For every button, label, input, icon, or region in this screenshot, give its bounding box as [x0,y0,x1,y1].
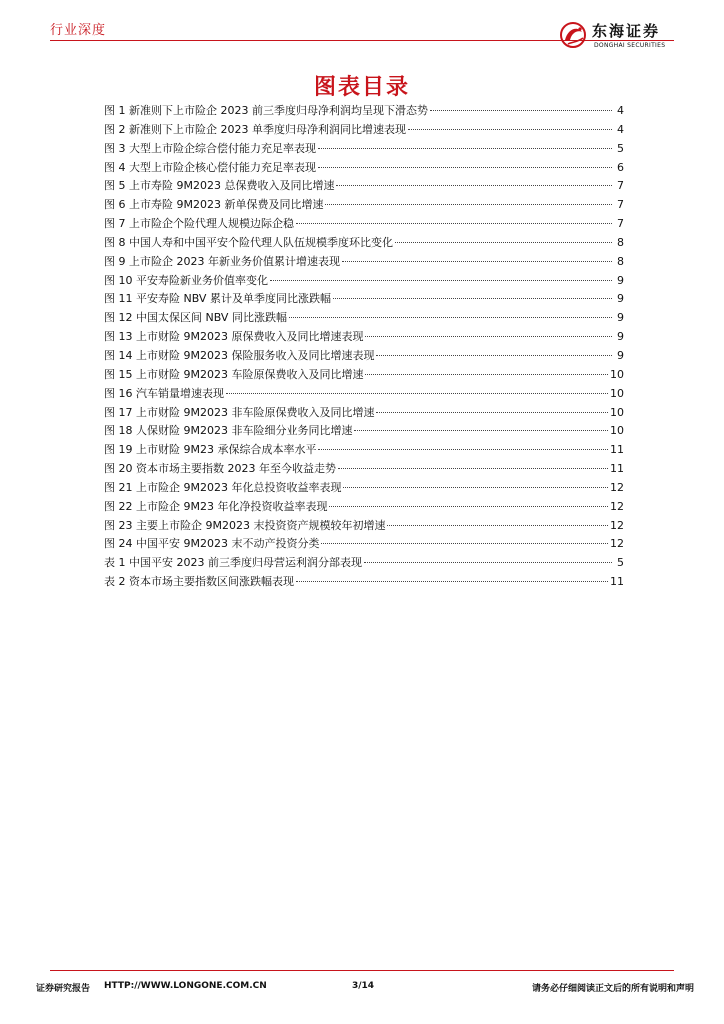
figure-entry-page-number: 7 [617,217,624,231]
figure-entry[interactable] [104,121,624,140]
figure-entry[interactable] [104,422,624,441]
figure-entry[interactable] [104,215,624,234]
dot-leader [395,242,612,243]
dot-leader [289,317,612,318]
dot-leader [376,355,612,356]
figure-entry-page-number: 9 [617,311,624,325]
dot-leader [354,430,608,431]
dot-leader [321,543,608,544]
figure-entry-page-number: 12 [610,518,624,532]
footer-page-number: 3/14 [352,981,375,991]
figure-entry[interactable] [104,328,624,347]
figure-entry-label: 图 3 大型上市险企综合偿付能力充足率表现 [104,141,316,155]
figure-entry-page-number: 10 [610,367,624,381]
figure-entry[interactable] [104,272,624,291]
figure-entry-page-number: 9 [617,348,624,362]
logo-chinese-name: 东海证券 [592,22,661,40]
figure-entry-label: 图 21 上市险企 9M2023 年化总投资收益率表现 [104,480,342,494]
figure-list [104,102,624,554]
figure-entry-label: 图 12 中国太保区间 NBV 同比涨跌幅 [104,311,287,325]
figure-entry-page-number: 5 [617,141,624,155]
figure-entry-label: 图 13 上市财险 9M2023 原保费收入及同比增速表现 [104,330,364,344]
figure-entry-label: 图 7 上市险企个险代理人规模边际企稳 [104,217,294,231]
table-entry-label: 表 2 资本市场主要指数区间涨跌幅表现 [104,574,294,588]
figure-entry-page-number: 11 [610,462,624,476]
figure-entry[interactable] [104,196,624,215]
table-entry-page-number: 11 [610,574,624,588]
footer-report-type: 证券研究报告 [36,984,91,994]
page-title: 图表目录 [313,75,410,100]
figure-entry-page-number: 9 [617,292,624,306]
figure-entry-page-number: 10 [610,386,624,400]
figure-entry-label: 图 1 新准则下上市险企 2023 前三季度归母净利润均呈现下滑态势 [104,104,428,117]
figure-entry[interactable] [104,479,624,498]
table-entry[interactable] [104,573,624,592]
dot-leader [343,487,608,488]
dot-leader [387,525,608,526]
dot-leader [296,581,608,582]
figure-entry[interactable] [104,253,624,272]
figure-entry-label: 图 14 上市财险 9M2023 保险服务收入及同比增速表现 [104,348,375,362]
dot-leader [318,449,608,450]
figure-entry-page-number: 8 [617,254,624,268]
figure-entry-page-number: 12 [610,480,624,494]
figure-entry-page-number: 12 [610,499,624,513]
figure-entry-label: 图 18 人保财险 9M2023 非车险细分业务同比增速 [104,424,353,438]
figure-entry-label: 图 6 上市寿险 9M2023 新单保费及同比增速 [104,198,324,212]
figure-entry-label: 图 19 上市财险 9M23 承保综合成本率水平 [104,443,317,457]
figure-entry-label: 图 5 上市寿险 9M2023 总保费收入及同比增速 [104,179,335,193]
dot-leader [296,223,612,224]
figure-entry-label: 图 15 上市财险 9M2023 车险原保费收入及同比增速 [104,367,364,381]
figure-entry-page-number: 6 [617,160,624,174]
figure-entry[interactable] [104,290,624,309]
figure-entry[interactable] [104,460,624,479]
figure-entry-label: 图 11 平安寿险 NBV 累计及单季度同比涨跌幅 [104,292,331,306]
dot-leader [336,185,612,186]
figure-entry-label: 图 24 中国平安 9M2023 末不动产投资分类 [104,537,320,551]
figure-entry[interactable] [104,102,624,121]
dragon-logo-icon [556,18,590,52]
figure-entry-page-number: 8 [617,235,624,249]
figure-entry-label: 图 10 平安寿险新业务价值率变化 [104,273,268,287]
figure-entry[interactable] [104,366,624,385]
figure-entry[interactable] [104,309,624,328]
figure-entry[interactable] [104,385,624,404]
figure-entry-page-number: 10 [610,424,624,438]
figure-entry[interactable] [104,498,624,517]
table-entry-page-number: 5 [617,556,624,569]
footer-website-link[interactable]: HTTP://WWW.LONGONE.COM.CN [104,981,267,991]
dot-leader [365,336,612,337]
figure-entry-label: 图 17 上市财险 9M2023 非车险原保费收入及同比增速 [104,405,375,419]
figure-entry[interactable] [104,535,624,554]
figure-entry-page-number: 7 [617,179,624,193]
figure-entry-page-number: 4 [617,104,624,117]
dot-leader [342,261,612,262]
dot-leader [325,204,612,205]
footer-disclaimer: 请务必仔细阅读正文后的所有说明和声明 [531,984,694,994]
figure-entry[interactable] [104,441,624,460]
figure-entry[interactable] [104,234,624,253]
figure-entry[interactable] [104,517,624,536]
figure-entry-page-number: 12 [610,537,624,551]
dot-leader [338,468,608,469]
figure-entry-label: 图 9 上市险企 2023 年新业务价值累计增速表现 [104,254,340,268]
table-entry-label: 表 1 中国平安 2023 前三季度归母营运利润分部表现 [104,556,362,569]
figure-entry-page-number: 9 [617,330,624,344]
dot-leader [318,167,612,168]
figure-entry[interactable] [104,159,624,178]
dot-leader [226,393,608,394]
figure-entry-page-number: 10 [610,405,624,419]
figure-entry[interactable] [104,404,624,423]
report-category: 行业深度 [50,23,107,38]
dot-leader [376,412,608,413]
figure-entry-label: 图 20 资本市场主要指数 2023 年至今收益走势 [104,462,336,476]
figure-entry-label: 图 8 中国人寿和中国平安个险代理人队伍规模季度环比变化 [104,235,393,249]
dot-leader [270,280,612,281]
dot-leader [365,374,608,375]
figure-entry[interactable] [104,177,624,196]
dot-leader [333,298,612,299]
figure-entry[interactable] [104,140,624,159]
dot-leader [408,129,612,130]
figure-entry-label: 图 23 主要上市险企 9M2023 末投资资产规模较年初增速 [104,518,386,532]
table-entry[interactable] [104,554,624,573]
figure-entry-page-number: 4 [617,122,624,136]
figure-entry-page-number: 9 [617,273,624,287]
figure-entry-label: 图 22 上市险企 9M23 年化净投资收益率表现 [104,499,328,513]
logo-english-name: DONGHAI SECURITIES [594,42,666,49]
figure-entry-label: 图 16 汽车销量增速表现 [104,386,224,400]
header-divider [50,40,674,41]
figure-entry-page-number: 7 [617,198,624,212]
dot-leader [430,110,612,111]
dot-leader [329,506,608,507]
company-logo [556,18,680,54]
figure-entry-label: 图 2 新准则下上市险企 2023 单季度归母净利润同比增速表现 [104,122,406,136]
footer-divider [50,970,674,971]
dot-leader [364,562,612,563]
dot-leader [318,148,612,149]
table-list [104,554,624,592]
figure-entry-label: 图 4 大型上市险企核心偿付能力充足率表现 [104,160,316,174]
figure-entry[interactable] [104,347,624,366]
figure-entry-page-number: 11 [610,443,624,457]
